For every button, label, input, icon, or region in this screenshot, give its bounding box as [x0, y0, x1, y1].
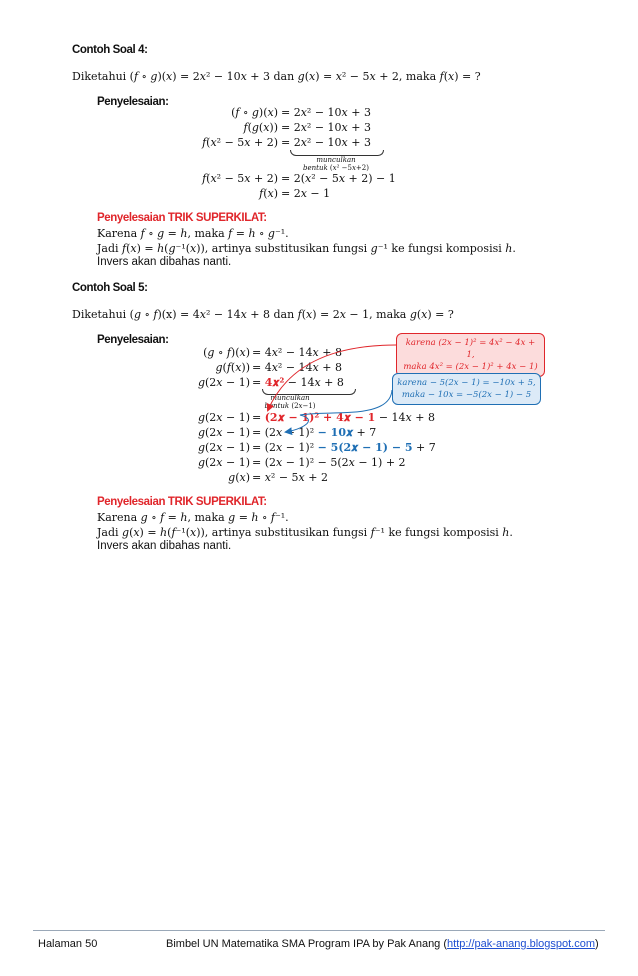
soal4-brace-note-1: 𝑚𝑢𝑛𝑐𝑢𝑙𝑘𝑎𝑛	[316, 156, 356, 164]
soal5-line4-lhs: 𝑔(2𝑥 − 1)	[197, 411, 250, 424]
blue-arrow	[286, 390, 392, 432]
soal5-line3-highlight: 4𝒙²	[264, 376, 285, 389]
red-callout-line2: maka 4𝑥² = (2𝑥 − 1)² + 4𝑥 − 1)	[403, 362, 538, 372]
red-callout-line1: karena (2𝑥 − 1)² = 4𝑥² − 4𝑥 + 1,	[405, 338, 536, 360]
soal5-trick-title: Penyelesaian TRIK SUPERKILAT:	[97, 496, 267, 508]
soal4-line5-rhs: = 2𝑥 − 1	[281, 187, 331, 200]
soal5-trick-line3: Invers akan dibahas nanti.	[97, 540, 232, 552]
soal4-trick-title: Penyelesaian TRIK SUPERKILAT:	[97, 212, 267, 224]
soal5-line6-highlight: − 𝟓(𝟐𝒙 − 𝟏) − 𝟓	[317, 441, 413, 454]
footer-divider	[33, 930, 605, 931]
soal5-line5-rhs: = (2𝑥 − 1)² − 𝟏𝟎𝒙 + 7	[252, 426, 377, 439]
soal5-title: Contoh Soal 5:	[72, 282, 148, 294]
soal5-line5-highlight: − 𝟏𝟎𝒙	[317, 426, 354, 439]
soal5-line8-lhs: 𝑔(𝑥)	[228, 471, 250, 484]
soal4-line1-lhs: (𝑓 ∘ 𝑔)(𝑥)	[231, 106, 278, 119]
soal4-title: Contoh Soal 4:	[72, 44, 148, 56]
soal5-line4-highlight: (𝟐𝒙 − 𝟏)² + 𝟒𝒙 − 𝟏	[264, 411, 376, 424]
soal4-line3-rhs: = 2𝑥² − 10𝑥 + 3	[281, 136, 371, 149]
soal4-line1-rhs: = 2𝑥² − 10𝑥 + 3	[281, 106, 371, 119]
soal4-solution-title: Penyelesaian:	[97, 96, 169, 108]
soal5-line1-rhs: = 4𝑥² − 14𝑥 + 8	[252, 346, 342, 359]
soal5-line7-rhs: = (2𝑥 − 1)² − 5(2𝑥 − 1) + 2	[252, 456, 406, 469]
soal4-question: Diketahui (𝑓 ∘ 𝑔)(𝑥) = 2𝑥² − 10𝑥 + 3 dan 𝑔(𝑥) = 𝑥² − 5𝑥 + 2, maka 𝑓(𝑥) = ?	[72, 70, 481, 83]
soal5-line4-rhs: = (𝟐𝒙 − 𝟏)² + 𝟒𝒙 − 𝟏 − 14𝑥 + 8	[252, 411, 435, 424]
soal4-trick-line1: Karena 𝑓 ∘ 𝑔 = ℎ, maka 𝑓 = ℎ ∘ 𝑔⁻¹.	[97, 227, 289, 240]
blue-callout-line2: maka − 10𝑥 = −5(2𝑥 − 1) − 5	[401, 390, 532, 400]
soal4-line2-lhs: 𝑓(𝑔(𝑥))	[243, 121, 278, 134]
soal4-brace-note-2: 𝑏𝑒𝑛𝑡𝑢𝑘 (𝑥² −5𝑥+2)	[303, 164, 369, 172]
soal5-line5-lhs: 𝑔(2𝑥 − 1)	[197, 426, 250, 439]
soal5-trick-line2: Jadi 𝑔(𝑥) = ℎ(𝑓⁻¹(𝑥)), artinya substitusikan fungsi 𝑓⁻¹ ke fungsi komposisi ℎ.	[97, 526, 513, 539]
soal5-line7-lhs: 𝑔(2𝑥 − 1)	[197, 456, 250, 469]
soal5-line1-lhs: (𝑔 ∘ 𝑓)(𝑥)	[203, 346, 250, 359]
soal5-brace-note-2: 𝑏𝑒𝑛𝑡𝑢𝑘 (2𝑥−1)	[264, 402, 316, 410]
red-arrow	[268, 345, 396, 410]
soal5-line3-rhs: = 4𝒙² − 14𝑥 + 8	[252, 376, 344, 389]
blue-callout-line1: karena − 5(2𝑥 − 1) = −10𝑥 + 5,	[397, 378, 536, 388]
soal4-line5-lhs: 𝑓(𝑥)	[259, 187, 278, 200]
soal5-line6-lhs: 𝑔(2𝑥 − 1)	[197, 441, 250, 454]
soal5-question: Diketahui (𝑔 ∘ 𝑓)(x) = 4𝑥² − 14𝑥 + 8 dan 𝑓(𝑥) = 2𝑥 − 1, maka 𝑔(𝑥) = ?	[72, 308, 454, 321]
soal4-line2-rhs: = 2𝑥² − 10𝑥 + 3	[281, 121, 371, 134]
soal4-trick-line3: Invers akan dibahas nanti.	[97, 256, 232, 268]
soal5-solution-title: Penyelesaian:	[97, 334, 169, 346]
soal5-trick-line1: Karena 𝑔 ∘ 𝑓 = ℎ, maka 𝑔 = ℎ ∘ 𝑓⁻¹.	[97, 511, 289, 524]
footer-text: Bimbel UN Matematika SMA Program IPA by Pak Anang (http://pak-anang.blogspot.com)	[166, 938, 599, 950]
soal4-line4-lhs: 𝑓(𝑥² − 5𝑥 + 2)	[202, 172, 278, 185]
soal5-line2-rhs: = 4𝑥² − 14𝑥 + 8	[252, 361, 342, 374]
soal4-line3-lhs: 𝑓(𝑥² − 5𝑥 + 2)	[202, 136, 278, 149]
footer-blog-link[interactable]: http://pak-anang.blogspot.com	[447, 938, 596, 950]
soal4-trick-line2: Jadi 𝑓(𝑥) = ℎ(𝑔⁻¹(𝑥)), artinya substitusikan fungsi 𝑔⁻¹ ke fungsi komposisi ℎ.	[97, 242, 516, 255]
soal5-brace-note-1: 𝑚𝑢𝑛𝑐𝑢𝑙𝑘𝑎𝑛	[270, 394, 310, 402]
soal4-line4-rhs: = 2(𝑥² − 5𝑥 + 2) − 1	[281, 172, 396, 185]
soal5-line2-lhs: 𝑔(𝑓(𝑥))	[215, 361, 250, 374]
soal5-line6-rhs: = (2𝑥 − 1)² − 𝟓(𝟐𝒙 − 𝟏) − 𝟓 + 7	[252, 441, 436, 454]
soal5-line8-rhs: = 𝑥² − 5𝑥 + 2	[252, 471, 328, 484]
soal5-line3-lhs: 𝑔(2𝑥 − 1)	[197, 376, 250, 389]
footer-page-number: Halaman 50	[38, 938, 98, 950]
